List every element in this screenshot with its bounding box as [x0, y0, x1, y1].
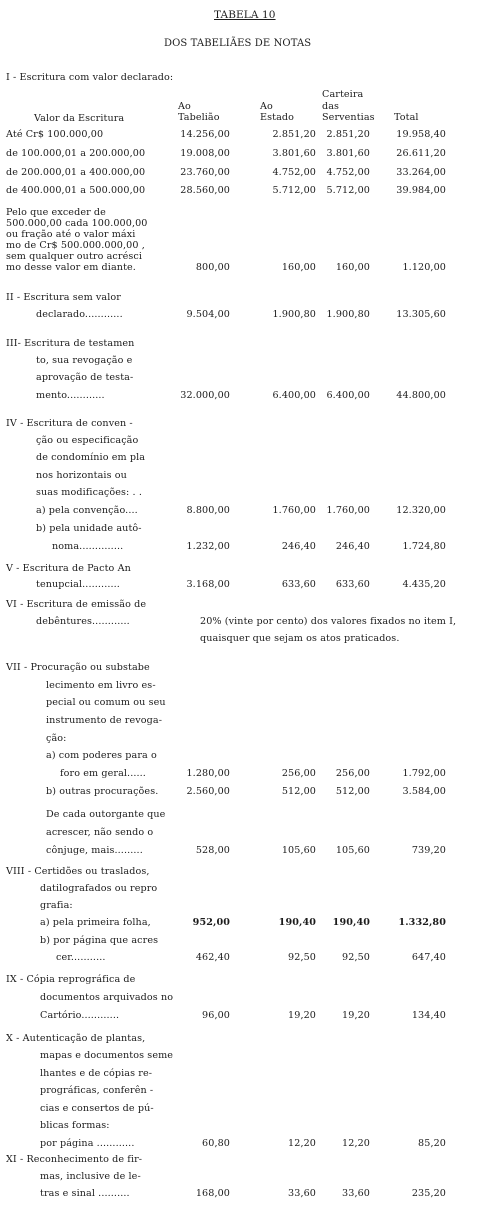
section-iv-b: noma..............	[52, 541, 124, 552]
section-ix-total: 134,40	[411, 1010, 446, 1021]
header-tabeliao-2: Tabelião	[178, 112, 220, 123]
row-i-cart: 2.851,20	[326, 129, 370, 140]
section-vi-note: quaisquer que sejam os atos praticados.	[200, 633, 400, 644]
row-i-total: 39.984,00	[396, 185, 446, 196]
excess-line: sem qualquer outro acrésci	[6, 251, 143, 262]
section-vii-a-total: 1.792,00	[402, 768, 446, 779]
section-vii-b-cart: 512,00	[335, 786, 370, 797]
section-vii-c: De cada outorgante que	[46, 809, 166, 820]
section-vii-a-tab: 1.280,00	[186, 768, 230, 779]
row-i-est: 2.851,20	[272, 129, 316, 140]
section-xi-cart: 33,60	[342, 1188, 370, 1199]
section-iv-a-cart: 1.760,00	[326, 505, 370, 516]
section-iii-total: 44.800,00	[396, 390, 446, 401]
row-i-tab: 23.760,00	[180, 167, 230, 178]
section-iv-b-tab: 1.232,00	[186, 541, 230, 552]
section-vii-c-tab: 528,00	[195, 845, 230, 856]
section-vi-line: VI - Escritura de emissão de	[6, 599, 147, 610]
section-vii-b: b) outras procurações.	[46, 786, 159, 797]
section-vii-line: lecimento em livro es-	[46, 680, 156, 691]
section-viii-line: datilografados ou repro	[40, 883, 158, 894]
excess-tab: 800,00	[195, 262, 230, 273]
section-iv-b-est: 246,40	[281, 541, 316, 552]
section-vii-a-est: 256,00	[281, 768, 316, 779]
row-i-total: 33.264,00	[396, 167, 446, 178]
section-v-line: V - Escritura de Pacto An	[6, 563, 131, 574]
header-total: Total	[394, 112, 419, 123]
section-vii-line: ção:	[46, 733, 67, 744]
section-v-cart: 633,60	[335, 579, 370, 590]
row-i-est: 4.752,00	[272, 167, 316, 178]
section-iv-line: de condomínio em pla	[36, 452, 146, 463]
section-viii-line: grafia:	[40, 900, 73, 911]
section-vii-c: acrescer, não sendo o	[46, 827, 154, 838]
section-xi-line: XI - Reconhecimento de fir-	[6, 1154, 143, 1165]
section-ix-tab: 96,00	[202, 1010, 230, 1021]
section-iv-a-tab: 8.800,00	[186, 505, 230, 516]
section-vi-line: debêntures............	[36, 616, 130, 627]
row-i-tab: 28.560,00	[180, 185, 230, 196]
section-vii-b-est: 512,00	[281, 786, 316, 797]
row-i-est: 3.801,60	[272, 148, 316, 159]
section-vii-c-cart: 105,60	[335, 845, 370, 856]
section-ix-line: documentos arquivados no	[40, 992, 174, 1003]
section-iii-line: to, sua revogação e	[36, 355, 133, 366]
row-i-cart: 4.752,00	[326, 167, 370, 178]
section-viii-b-total: 647,40	[411, 952, 446, 963]
section-iv-a: a) pela convenção....	[36, 505, 138, 516]
section-vii-line: instrumento de revoga-	[46, 715, 163, 726]
header-estado-2: Estado	[260, 112, 295, 123]
section-ii-total: 13.305,60	[396, 309, 446, 320]
section-ix-line: Cartório............	[40, 1010, 120, 1021]
section-x-line: prográficas, conferên -	[40, 1085, 154, 1096]
section-viii-b: cer...........	[56, 952, 106, 963]
row-i-label: de 400.000,01 a 500.000,00	[6, 185, 146, 196]
section-viii-a: a) pela primeira folha,	[40, 917, 151, 928]
section-ix-est: 19,20	[288, 1010, 316, 1021]
section-vii-line: VII - Procuração ou substabe	[6, 662, 150, 673]
section-iv-line: suas modificações: . .	[36, 487, 142, 498]
section-x-tab: 60,80	[202, 1138, 230, 1149]
section-viii-a-total: 1.332,80	[398, 917, 446, 928]
row-i-tab: 19.008,00	[180, 148, 230, 159]
section-x-line: lhantes e de cópias re-	[40, 1068, 153, 1079]
section-ix-cart: 19,20	[342, 1010, 370, 1021]
section-ix-line: IX - Cópia reprográfica de	[6, 974, 136, 985]
section-iv-line: ção ou especificação	[36, 435, 139, 446]
section-vii-a: a) com poderes para o	[46, 750, 157, 761]
section-v-tab: 3.168,00	[186, 579, 230, 590]
section-ii-cart: 1.900,80	[326, 309, 370, 320]
row-i-label: de 100.000,01 a 200.000,00	[6, 148, 146, 159]
section-iv-b: b) pela unidade autô-	[36, 523, 142, 534]
section-x-line: mapas e documentos seme	[40, 1050, 174, 1061]
section-vii-a-cart: 256,00	[335, 768, 370, 779]
section-xi-est: 33,60	[288, 1188, 316, 1199]
row-i-cart: 3.801,60	[326, 148, 370, 159]
section-viii-b-est: 92,50	[288, 952, 316, 963]
excess-line: mo desse valor em diante.	[6, 262, 136, 273]
section-viii-a-cart: 190,40	[332, 917, 370, 928]
section-iii-line: aprovação de testa-	[36, 372, 134, 383]
table-subtitle: DOS TABELIÃES DE NOTAS	[164, 38, 312, 49]
section-vii-c-est: 105,60	[281, 845, 316, 856]
section-viii-b: b) por página que acres	[40, 935, 159, 946]
section-iv-a-total: 12.320,00	[396, 505, 446, 516]
section-viii-a-est: 190,40	[278, 917, 316, 928]
section-x-line: blicas formas:	[40, 1120, 110, 1131]
excess-cart: 160,00	[335, 262, 370, 273]
section-vii-c: cônjuge, mais.........	[46, 845, 143, 856]
row-i-total: 26.611,20	[396, 148, 446, 159]
table-title: TABELA 10	[214, 9, 276, 21]
excess-total: 1.120,00	[402, 262, 446, 273]
header-valor: Valor da Escritura	[34, 113, 125, 124]
excess-line: mo de Cr$ 500.000.000,00 ,	[6, 240, 145, 251]
section-ii-tab: 9.504,00	[186, 309, 230, 320]
section-viii-line: VIII - Certidões ou traslados,	[6, 866, 150, 877]
row-i-label: Até Cr$ 100.000,00	[6, 129, 104, 140]
excess-line: 500.000,00 cada 100.000,00	[6, 218, 148, 229]
section-iii-line: III- Escritura de testamen	[6, 338, 135, 349]
section-viii-a-tab: 952,00	[192, 917, 230, 928]
excess-est: 160,00	[281, 262, 316, 273]
excess-line: Pelo que exceder de	[6, 207, 106, 218]
section-vii-b-tab: 2.560,00	[186, 786, 230, 797]
section-ii-est: 1.900,80	[272, 309, 316, 320]
section-x-total: 85,20	[418, 1138, 446, 1149]
section-viii-b-cart: 92,50	[342, 952, 370, 963]
row-i-label: de 200.000,01 a 400.000,00	[6, 167, 146, 178]
section-iv-b-cart: 246,40	[335, 541, 370, 552]
section-vii-line: pecial ou comum ou seu	[46, 697, 166, 708]
row-i-est: 5.712,00	[272, 185, 316, 196]
section-viii-b-tab: 462,40	[195, 952, 230, 963]
section-x-est: 12,20	[288, 1138, 316, 1149]
section-xi-tab: 168,00	[195, 1188, 230, 1199]
section-iv-b-total: 1.724,80	[402, 541, 446, 552]
row-i-tab: 14.256,00	[180, 129, 230, 140]
section-vii-a: foro em geral......	[60, 768, 146, 779]
section-vii-b-total: 3.584,00	[402, 786, 446, 797]
section-iii-tab: 32.000,00	[180, 390, 230, 401]
section-x-line: cias e consertos de pú-	[40, 1103, 154, 1114]
section-x-line: por página ............	[40, 1138, 135, 1149]
row-i-total: 19.958,40	[396, 129, 446, 140]
section-v-total: 4.435,20	[402, 579, 446, 590]
section-i-heading: I - Escritura com valor declarado:	[6, 72, 174, 83]
section-v-line: tenupcial............	[36, 579, 120, 590]
section-iv-line: IV - Escritura de conven -	[6, 418, 133, 429]
section-iii-est: 6.400,00	[272, 390, 316, 401]
section-vi-note: 20% (vinte por cento) dos valores fixados no item I,	[200, 616, 457, 627]
section-vii-c-total: 739,20	[411, 845, 446, 856]
section-x-cart: 12,20	[342, 1138, 370, 1149]
section-iv-line: nos horizontais ou	[36, 470, 127, 481]
section-xi-line: tras e sinal ..........	[40, 1188, 130, 1199]
header-carteira-1: Carteira	[322, 89, 364, 100]
header-tabeliao-1: Ao	[178, 101, 191, 112]
header-estado-1: Ao	[260, 101, 273, 112]
section-xi-total: 235,20	[411, 1188, 446, 1199]
section-iv-a-est: 1.760,00	[272, 505, 316, 516]
excess-line: ou fração até o valor máxi	[6, 229, 136, 240]
section-ii-line: declarado............	[36, 309, 123, 320]
section-x-line: X - Autenticação de plantas,	[6, 1033, 146, 1044]
section-iii-cart: 6.400,00	[326, 390, 370, 401]
row-i-cart: 5.712,00	[326, 185, 370, 196]
section-ii-line: II - Escritura sem valor	[6, 292, 121, 303]
section-xi-line: mas, inclusive de le-	[40, 1171, 141, 1182]
header-carteira-2: das	[322, 101, 340, 112]
section-v-est: 633,60	[281, 579, 316, 590]
section-iii-line: mento............	[36, 390, 105, 401]
header-carteira-3: Serventias	[322, 112, 375, 123]
